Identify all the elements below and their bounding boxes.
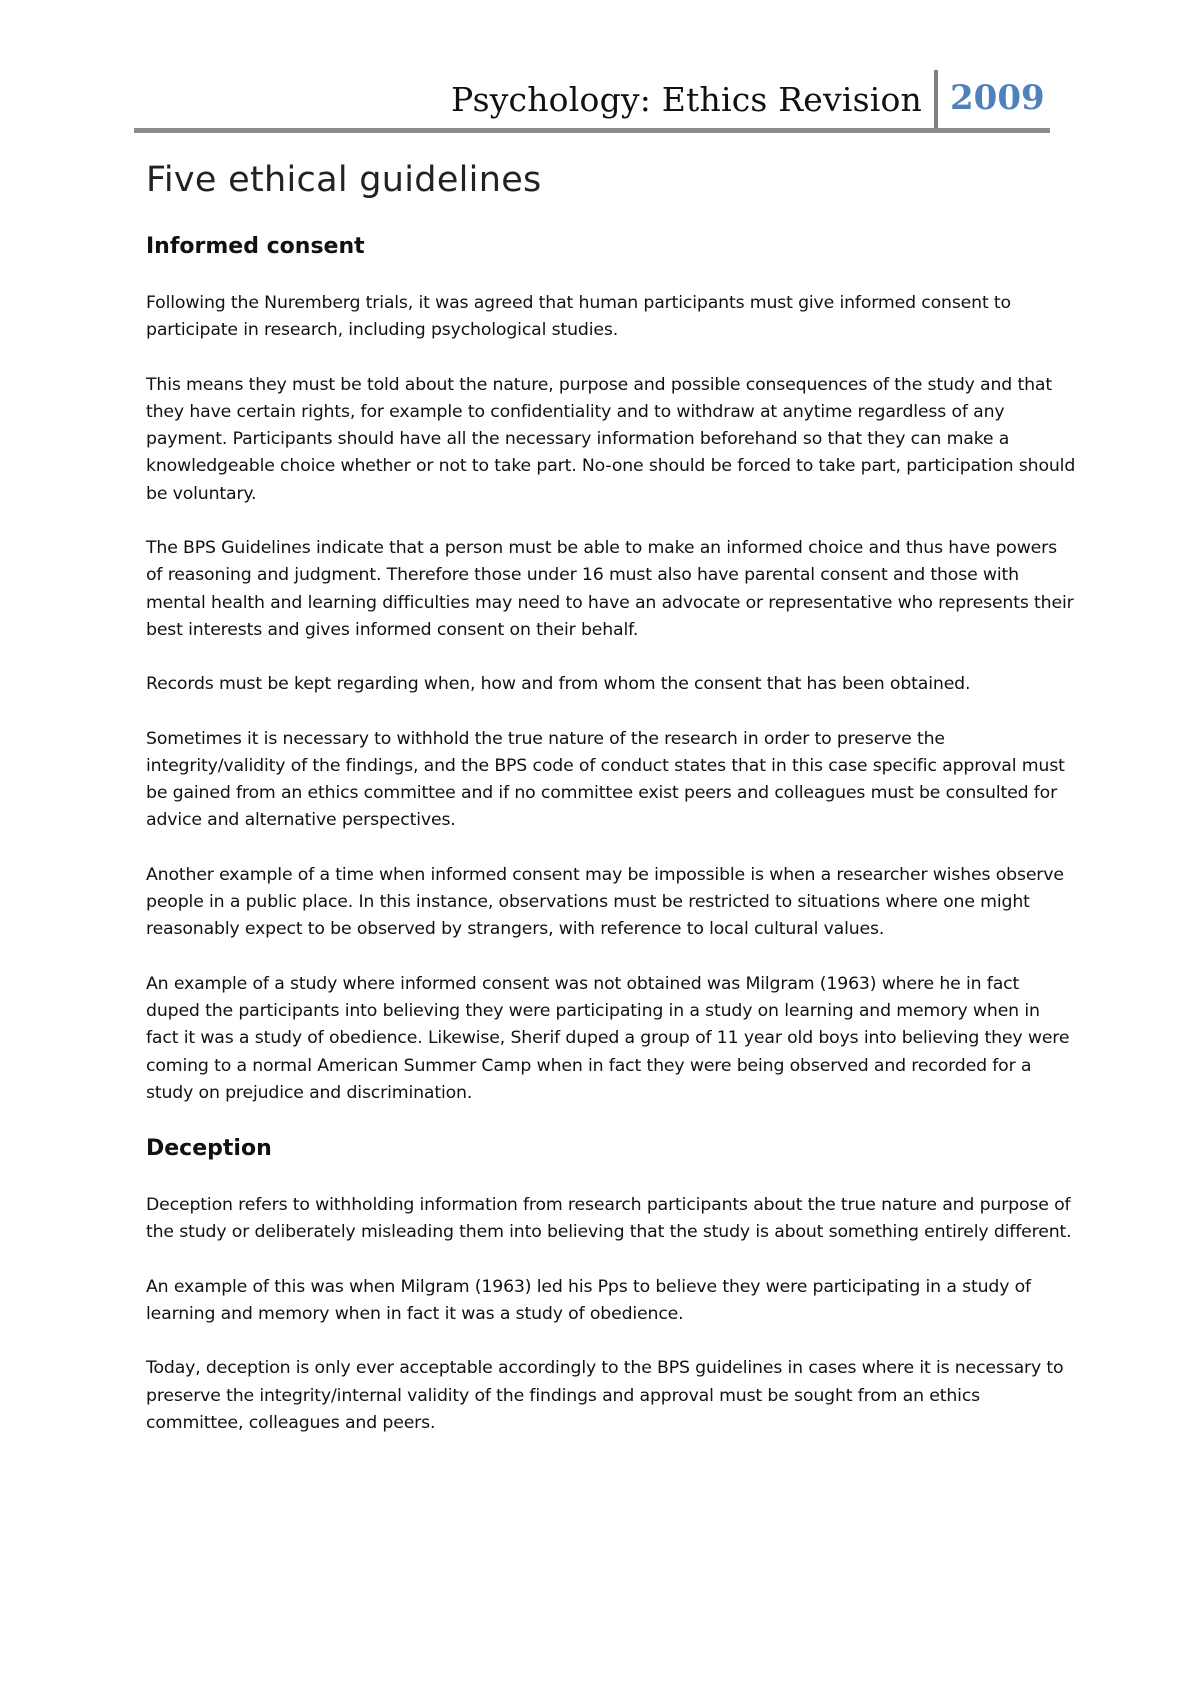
- header-rule: [134, 128, 1050, 133]
- paragraph: Records must be kept regarding when, how and from whom the consent that has been obtained.: [146, 674, 971, 695]
- header-title: Psychology: Ethics Revision: [451, 80, 922, 119]
- paragraph: An example of a study where informed consent was not obtained was Milgram (1963) where he in fact duped the participants into believing they were participating in a study on learning and memory when in fact it was a study of obedience. Likewise, Sherif duped a group of 11 year old boys into believing they were coming to a normal American Summer Camp when in fact they were being observed and recorded for a study on prejudice and discrimination.: [146, 973, 1070, 1103]
- paragraph: Following the Nuremberg trials, it was agreed that human participants must give informed consent to participate in research, including psychological studies.: [146, 293, 1011, 341]
- paragraph: This means they must be told about the nature, purpose and possible consequences of the study and that they have certain rights, for example to confidentiality and to withdraw at anytime regardless of any payment. Participants should have all the necessary information beforehand so that they can make a knowledgeable choice whether or not to take part. No-one should be forced to take part, participation should be voluntary.: [146, 374, 1076, 504]
- paragraph: Today, deception is only ever acceptable accordingly to the BPS guidelines in cases where it is necessary to preserve the integrity/internal validity of the findings and approval must be sought from an ethics committee, colleagues and peers.: [146, 1358, 1064, 1433]
- paragraph: Deception refers to withholding information from research participants about the true nature and purpose of the study or deliberately misleading them into believing that the study is about something entirely different.: [146, 1195, 1072, 1243]
- section-heading-deception: Deception: [146, 1136, 272, 1162]
- paragraph: An example of this was when Milgram (1963) led his Pps to believe they were participating in a study of learning and memory when in fact it was a study of obedience.: [146, 1276, 1031, 1325]
- document-body: [146, 156, 1076, 1464]
- header-separator: [934, 70, 938, 130]
- document-title: Five ethical guidelines: [146, 160, 542, 200]
- paragraph: Sometimes it is necessary to withhold the true nature of the research in order to preserve the integrity/validity of the findings, and the BPS code of conduct states that in this case specific approval must be gained from an ethics committee and if no committee exist peers and colleagues must be consulted for advice and alternative perspectives.: [146, 728, 1065, 831]
- header-year: 2009: [950, 78, 1045, 118]
- paragraph: The BPS Guidelines indicate that a person must be able to make an informed choice and thus have powers of reasoning and judgment. Therefore those under 16 must also have parental consent and those with mental health and learning difficulties may need to have an advocate or representative who represents their best interests and gives informed consent on their behalf.: [146, 538, 1074, 640]
- paragraph: Another example of a time when informed consent may be impossible is when a researcher wishes observe people in a public place. In this instance, observations must be restricted to situations where one might reasonably expect to be observed by strangers, with reference to local cultural values.: [146, 864, 1064, 940]
- section-heading-informed-consent: Informed consent: [146, 234, 365, 259]
- page-header: [134, 66, 1050, 134]
